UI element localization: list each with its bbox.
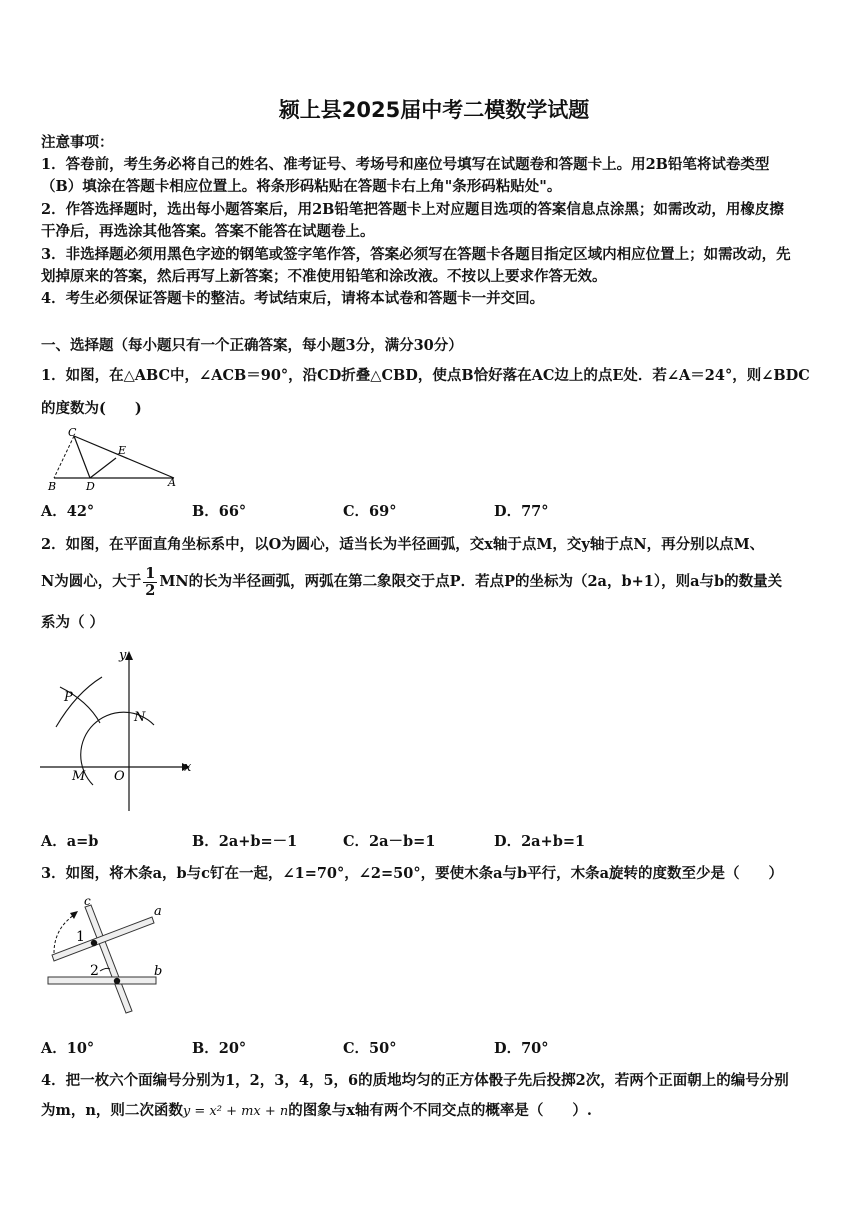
q2-option-a[interactable]: A．a=b bbox=[41, 833, 99, 850]
q3-label-angle2: 2 bbox=[90, 963, 99, 979]
q2-label-o: O bbox=[114, 769, 125, 784]
q4-quadratic-formula: y = x² + mx + n bbox=[182, 1104, 289, 1119]
q1-label-d: D bbox=[86, 480, 95, 493]
q2-option-c[interactable]: C．2a－b=1 bbox=[343, 833, 436, 850]
notes-heading: 注意事项： bbox=[41, 134, 114, 151]
q1-triangle-figure bbox=[44, 424, 184, 494]
q3-sticks-figure bbox=[44, 895, 174, 1025]
q1-option-b[interactable]: B．66° bbox=[192, 503, 247, 520]
q2-option-d[interactable]: D．2a+b=1 bbox=[494, 833, 586, 850]
note-line: （B）填涂在答题卡相应位置上。将条形码粘贴在答题卡右上角"条形码粘贴处"。 bbox=[41, 178, 562, 195]
note-line: 干净后，再选涂其他答案。答案不能答在试题卷上。 bbox=[41, 223, 375, 240]
note-line: 3．非选择题必须用黑色字迹的钢笔或签字笔作答，答案必须写在答题卡各题目指定区域内相应位置上；如需改动，先 bbox=[41, 246, 791, 263]
q1-label-e: E bbox=[118, 444, 127, 457]
q2-stem-line3: 系为（ ） bbox=[41, 614, 105, 631]
q4-stem-line1: 4．把一枚六个面编号分别为1，2，3，4，5，6的质地均匀的正方体骰子先后投掷2次，若两个正面朝上的编号分别 bbox=[41, 1072, 789, 1089]
q2-label-n: N bbox=[134, 710, 146, 725]
q4-stem-line2-post: 的图象与x轴有两个不同交点的概率是（ ）. bbox=[288, 1102, 592, 1119]
note-line: 1．答卷前，考生务必将自己的姓名、准考证号、考场号和座位号填写在试题卷和答题卡上。用2B铅笔将试卷类型 bbox=[41, 156, 770, 173]
q3-option-d[interactable]: D．70° bbox=[494, 1040, 549, 1057]
q4-stem-line2 bbox=[41, 1101, 592, 1122]
q1-stem-line2: 的度数为( ) bbox=[41, 400, 142, 417]
fraction-numerator: 1 bbox=[145, 564, 156, 582]
q1-label-b: B bbox=[48, 480, 57, 493]
q2-stem-line1: 2．如图，在平面直角坐标系中，以O为圆心，适当长为半径画弧，交x轴于点M，交y轴于点N，再分别以点M、 bbox=[41, 536, 765, 553]
q4-stem-line2-pre: 为m，n，则二次函数 bbox=[41, 1102, 183, 1119]
note-line: 4．考生必须保证答题卡的整洁。考试结束后，请将本试卷和答题卡一并交回。 bbox=[41, 290, 545, 307]
fraction-denominator: 2 bbox=[145, 581, 156, 599]
q2-option-b[interactable]: B．2a+b=－1 bbox=[192, 833, 298, 850]
q3-option-a[interactable]: A．10° bbox=[41, 1040, 95, 1057]
q3-option-c[interactable]: C．50° bbox=[343, 1040, 397, 1057]
q2-label-y: y bbox=[119, 648, 127, 663]
q2-stem-line2-post: MN的长为半径画弧，两弧在第二象限交于点P．若点P的坐标为（2a，b+1），则a与b的数量关 bbox=[159, 573, 783, 590]
q3-label-c: c bbox=[84, 895, 91, 908]
q2-coordinate-figure bbox=[38, 645, 198, 815]
q2-label-x: x bbox=[184, 760, 192, 775]
q3-stem-line1: 3．如图，将木条a，b与c钉在一起，∠1=70°，∠2=50°，要使木条a与b平行，木条a旋转的度数至少是（ ） bbox=[41, 865, 784, 882]
q1-stem-line1: 1．如图，在△ABC中，∠ACB＝90°，沿CD折叠△CBD，使点B恰好落在AC边上的点E处．若∠A＝24°，则∠BDC bbox=[41, 367, 810, 384]
q3-label-angle1: 1 bbox=[76, 929, 85, 945]
q2-label-p: P bbox=[64, 690, 73, 705]
note-line: 2．作答选择题时，选出每小题答案后，用2B铅笔把答题卡上对应题目选项的答案信息点涂黑；如需改动，用橡皮擦 bbox=[41, 201, 784, 218]
q1-option-d[interactable]: D．77° bbox=[494, 503, 549, 520]
q1-label-c: C bbox=[68, 426, 77, 439]
q2-label-m: M bbox=[72, 769, 86, 784]
page-title: 颍上县2025届中考二模数学试题 bbox=[278, 98, 590, 122]
q3-label-a: a bbox=[154, 904, 162, 919]
q1-label-a: A bbox=[168, 476, 176, 489]
note-line: 划掉原来的答案，然后再写上新答案；不准使用铅笔和涂改液。不按以上要求作答无效。 bbox=[41, 268, 607, 285]
q2-stem-line2-pre: N为圆心，大于 bbox=[41, 573, 142, 590]
q3-label-b: b bbox=[154, 964, 163, 979]
q1-option-a[interactable]: A．42° bbox=[41, 503, 95, 520]
q2-stem-line2 bbox=[41, 564, 782, 600]
q3-option-b[interactable]: B．20° bbox=[192, 1040, 247, 1057]
q1-option-c[interactable]: C．69° bbox=[343, 503, 397, 520]
section-heading: 一、选择题（每小题只有一个正确答案，每小题3分，满分30分） bbox=[41, 337, 463, 354]
fraction-one-half bbox=[143, 566, 157, 599]
